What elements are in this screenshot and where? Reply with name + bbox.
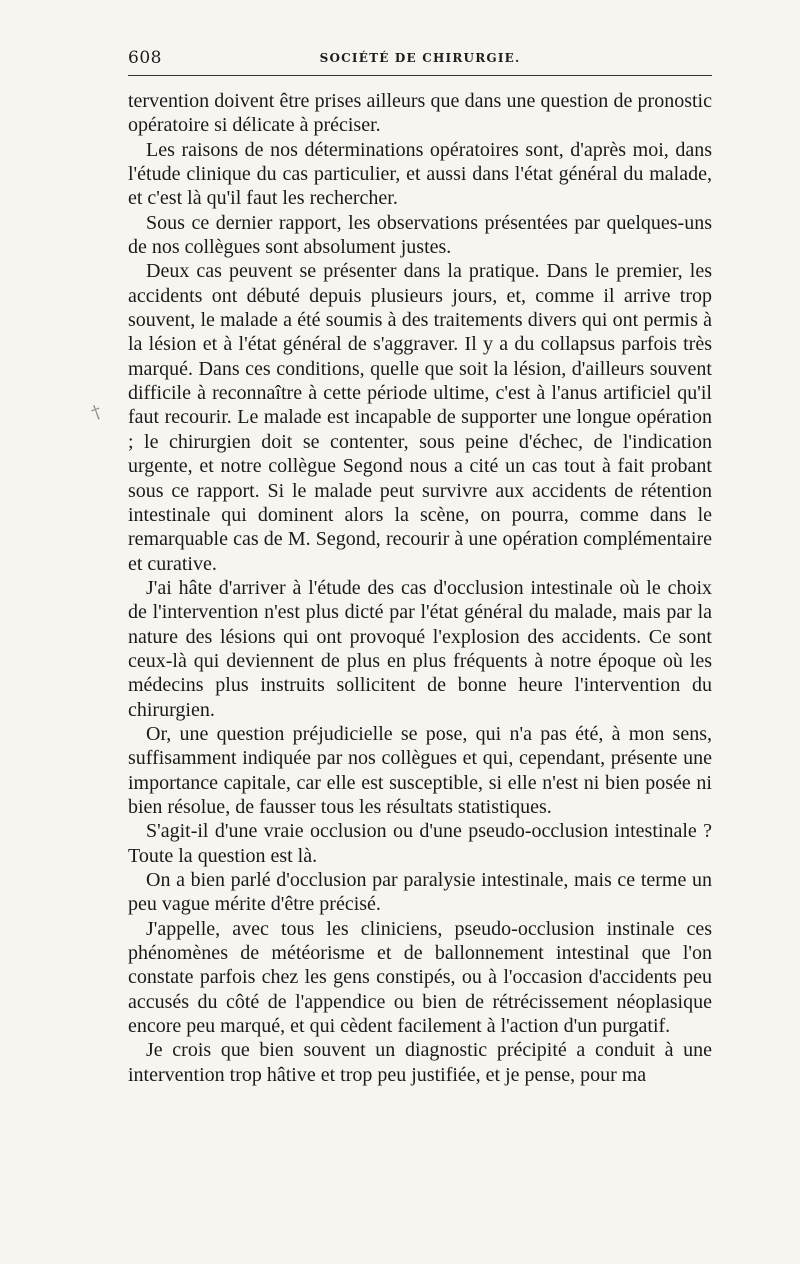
paragraph: Deux cas peuvent se présenter dans la pratique. Dans le premier, les accidents ont débuté depuis plusieurs jours, et, comme il arrive trop souvent, le malade a été soumis à des traitements divers qui ont permis à la lésion et à l'état général de s'aggraver. Il y a du collapsus parfois très marqué. Dans ces conditions, quelle que soit la lésion, d'ailleurs souvent difficile à reconnaître à cette période ultime, c'est à l'anus artificiel qu'il faut recourir. Le malade est incapable de supporter une longue opération ; le chirurgien doit se contenter, sous peine d'échec, de l'indication urgente, et notre collègue Segond nous a cité un cas tout à fait probant sous ce rapport. Si le malade peut survivre aux accidents de rétention intestinale qui dominent alors la scène, on pourra, comme dans le remarquable cas de M. Segond, recourir à une opération complémentaire et curative. xyxy=(128,260,712,575)
body-text xyxy=(128,89,712,1087)
running-head: SOCIÉTÉ DE CHIRURGIE. xyxy=(319,51,521,65)
paragraph: Je crois que bien souvent un diagnostic précipité a conduit à une intervention trop hâtive et trop peu justifiée, et je pense, pour ma xyxy=(128,1039,712,1086)
paragraph: tervention doivent être prises ailleurs que dans une question de pronostic opératoire si délicate à préciser. xyxy=(128,90,712,137)
header-rule xyxy=(128,75,712,76)
paragraph: Or, une question préjudicielle se pose, qui n'a pas été, à mon sens, suffisamment indiquée par nos collègues et qui, cependant, présente une importance capitale, car elle est susceptible, si elle n'est ni bien posée ni bien résolue, de fausser tous les résultats statistiques. xyxy=(128,722,712,818)
paragraph: On a bien parlé d'occlusion par paralysie intestinale, mais ce terme un peu vague mérite d'être précisé. xyxy=(128,869,712,916)
page-header xyxy=(128,44,712,74)
paragraph: Sous ce dernier rapport, les observations présentées par quelques-uns de nos collègues sont absolument justes. xyxy=(128,211,712,259)
paragraph: J'appelle, avec tous les cliniciens, pseudo-occlusion instinale ces phénomènes de météorisme et de ballonnement intestinal que l'on constate parfois chez les gens constipés, ou à l'occasion d'accidents peu accusés du côté de l'appendice ou bien de rétrécissement néoplasique encore peu marqué, et qui cèdent facilement à l'action d'un purgatif. xyxy=(128,917,712,1038)
paragraph: Les raisons de nos déterminations opératoires sont, d'après moi, dans l'étude clinique du cas particulier, et aussi dans l'état général du malade, et c'est là qu'il faut les rechercher. xyxy=(128,138,712,210)
margin-annotation: † xyxy=(88,401,105,424)
page-number: 608 xyxy=(128,48,162,68)
paragraph: J'ai hâte d'arriver à l'étude des cas d'occlusion intestinale où le choix de l'intervention n'est plus dicté par l'état général du malade, mais par la nature des lésions qui ont provoqué l'explosion des accidents. Ce sont ceux-là qui deviennent de plus en plus fréquents à notre époque où les médecins plus instruits sollicitent de bonne heure l'intervention du chirurgien. xyxy=(128,576,712,721)
paragraph: S'agit-il d'une vraie occlusion ou d'une pseudo-occlusion intestinale ? Toute la question est là. xyxy=(128,820,712,867)
